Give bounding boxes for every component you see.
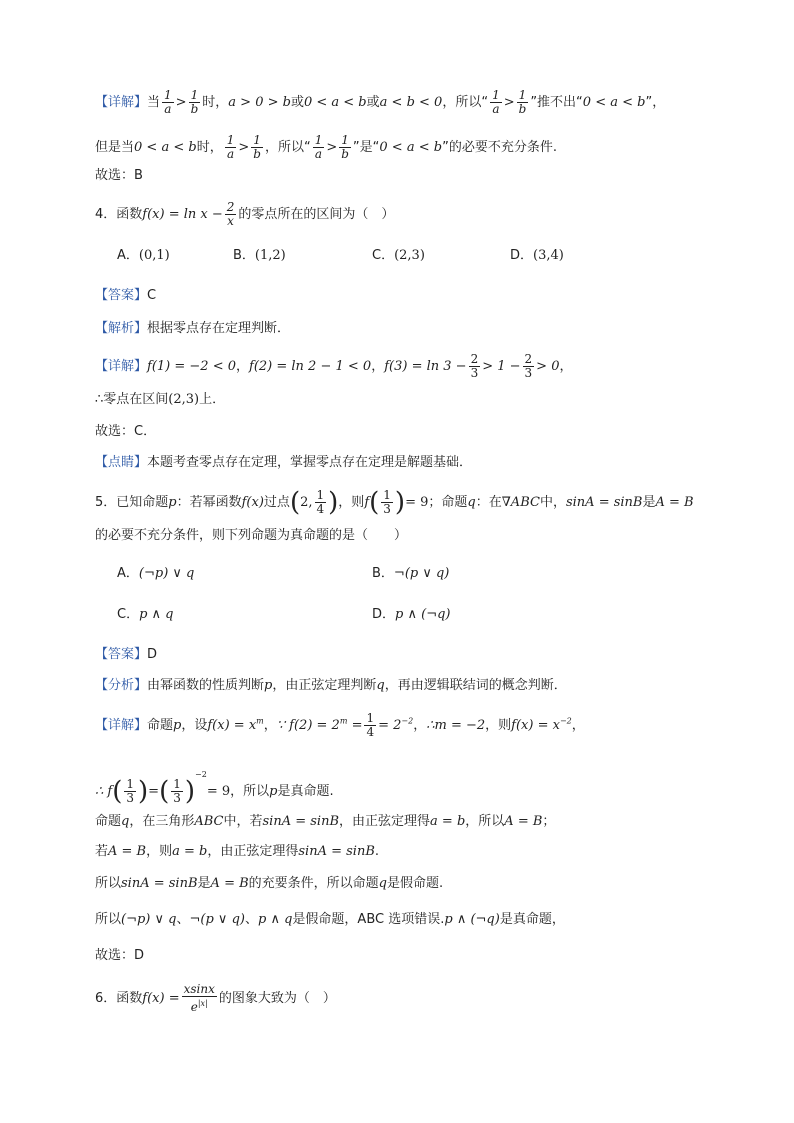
question-5-line-1 (95, 489, 694, 516)
fraction-1-over-4 (364, 712, 376, 739)
text: ，则 (338, 495, 365, 510)
numerator: 1 (518, 88, 527, 102)
denominator: 3 (173, 791, 181, 805)
detail-5-line-3 (95, 813, 555, 831)
option-label: B． (372, 566, 394, 581)
triangle-abc: ∇ABC (501, 495, 540, 510)
math-expr: a < b < 0 (379, 95, 443, 110)
function-expr: f(x) = (142, 991, 180, 1006)
numerator: 1 (341, 133, 349, 147)
text: ，设 (181, 718, 208, 733)
denominator (189, 997, 210, 1014)
text: 、 (176, 912, 190, 927)
denominator: 4 (366, 725, 375, 739)
analysis-tag: 【解析】 (95, 321, 148, 336)
math-expr: sinA = sinB (262, 814, 340, 829)
fraction-1-over-3 (124, 778, 136, 805)
answer-choice-5: 故选：D (95, 948, 145, 963)
text: ，所以 (230, 784, 270, 799)
fraction-1-over-a (162, 89, 174, 116)
option-label: D． (372, 607, 396, 622)
option-value: ¬(p ∨ q) (393, 566, 450, 581)
equals: = (148, 784, 160, 799)
numerator: 1 (366, 711, 375, 725)
denominator: a (492, 102, 500, 116)
denominator: 3 (126, 791, 135, 805)
var-q: q (467, 495, 476, 510)
text: 、 (244, 912, 258, 927)
fraction-1-over-4 (315, 489, 327, 516)
gt-sign: > (326, 140, 338, 155)
option-c (117, 606, 174, 624)
option-label: C． (372, 248, 395, 263)
math-expr: sinA = sinB (298, 844, 375, 859)
fraction-1-over-b (517, 89, 529, 116)
text: ，在三角形 (129, 814, 195, 829)
option-c (372, 247, 425, 265)
math-expr: f(1) = −2 < 0 (147, 359, 236, 374)
denominator: a (164, 102, 172, 116)
fraction-1-over-b (251, 134, 263, 161)
option-value: (1,2) (254, 248, 286, 263)
text: 是真命题. (277, 784, 334, 799)
option-b (233, 247, 286, 265)
paren-left: ( (112, 776, 123, 807)
math-expr (378, 718, 413, 733)
option-d (372, 606, 450, 624)
text: ，所以“ (442, 95, 489, 110)
text: ，再由逻辑联结词的概念判断． (384, 678, 567, 693)
separator: ， (236, 359, 250, 374)
numerator: 1 (164, 88, 172, 102)
exponent: −2 (559, 716, 572, 726)
paren-left: ( (369, 487, 380, 518)
option-d (510, 247, 564, 265)
option-a (117, 565, 194, 583)
text: 命题 (95, 814, 122, 829)
detail-line-1 (95, 89, 665, 116)
numerator: 1 (253, 133, 261, 147)
question-number: 4．函数 (95, 207, 143, 222)
denominator: a (226, 147, 235, 161)
numerator: 1 (126, 777, 135, 791)
detail-line-2 (95, 134, 557, 161)
fraction-xsinx-over-exp (182, 983, 217, 1014)
math-expr: p ∧ q (257, 912, 293, 927)
paren-right: ) (328, 487, 339, 518)
paren-right: ) (138, 776, 149, 807)
detail-tag: 【详解】 (95, 95, 148, 110)
answer-tag: 【答案】 (95, 288, 148, 303)
text: ，所以“ (264, 140, 311, 155)
text: ，由正弦定理判断 (272, 678, 377, 693)
text: ：若幂函数 (176, 495, 242, 510)
question-text: 的零点所在的区间为（ ） (238, 207, 395, 222)
text: 所以 (95, 876, 122, 891)
math-expr: a > 0 > b (228, 95, 291, 110)
text: ；命题 (428, 495, 468, 510)
option-label: D． (510, 248, 534, 263)
math-expr: A = B (210, 876, 249, 891)
text: ，所以 (465, 814, 505, 829)
fraction-1-over-a (490, 89, 502, 116)
option-a (117, 247, 170, 265)
detail-5-line-4 (95, 843, 379, 861)
text: ，则 (146, 844, 173, 859)
text: 或 (366, 95, 380, 110)
denominator: 3 (383, 502, 391, 516)
text: 当 (147, 95, 161, 110)
detail-5-line-2 (95, 766, 334, 805)
option-label: C． (117, 607, 140, 622)
point-x: 2, (300, 495, 313, 510)
text: ， (263, 718, 277, 733)
text: 但是当 (95, 140, 135, 155)
math-expr: 0 < a < b (379, 140, 443, 155)
math-expr: > 1 − (482, 359, 521, 374)
question-number: 6．函数 (95, 991, 143, 1006)
math-expr: = 9 (405, 495, 429, 510)
option-label: A． (117, 248, 139, 263)
denominator: 4 (316, 502, 325, 516)
text: 所以 (95, 912, 122, 927)
numerator: 2 (524, 352, 533, 366)
detail-tag: 【详解】 (95, 718, 148, 733)
denominator: 3 (524, 366, 533, 380)
function-expr: f(x) = ln x − (142, 207, 223, 222)
option-label: A． (117, 566, 139, 581)
math-expr: A = B (504, 814, 543, 829)
answer-choice-line: 故选：B (95, 168, 143, 183)
detail-4 (95, 353, 572, 380)
answer-value: C (147, 288, 157, 303)
answer-5 (95, 646, 157, 664)
option-label: B． (233, 248, 255, 263)
var-p: p (264, 678, 273, 693)
text: 由幂函数的性质判断 (147, 678, 265, 693)
text: 是假命题，ABC 选项错误. (292, 912, 445, 927)
math-expr: 0 < a < b (582, 95, 646, 110)
math-expr (511, 718, 572, 733)
math-expr: sinA = sinB (565, 495, 643, 510)
math-expr (277, 718, 363, 733)
text: ，由正弦定理得 (207, 844, 299, 859)
conclusion-4 (95, 391, 225, 409)
gt-sign: > (175, 95, 187, 110)
option-value: p ∧ q (139, 607, 174, 622)
text: 中，若 (223, 814, 263, 829)
expr-base: = 2 (378, 718, 402, 733)
analysis-5 (95, 677, 567, 695)
numerator: 2 (470, 352, 479, 366)
separator: ， (559, 359, 573, 374)
denominator: b (518, 102, 527, 116)
math-expr (207, 718, 263, 733)
var-p: p (173, 718, 182, 733)
text: 上． (199, 392, 226, 407)
text: 是假命题. (387, 876, 444, 891)
text: ， (413, 718, 427, 733)
answer-value: D (147, 647, 158, 662)
math-expr: a = b (172, 844, 208, 859)
option-value: (2,3) (394, 248, 425, 263)
text: 是 (642, 495, 656, 510)
math-expr: sinA = sinB (121, 876, 198, 891)
math-expr: 0 < a < b (303, 95, 367, 110)
detail-5-line-1 (95, 712, 585, 739)
gt-sign: > (503, 95, 515, 110)
detail-tag: 【详解】 (95, 359, 148, 374)
text: ”的必要不充分条件. (442, 140, 557, 155)
comment-tag: 【点睛】 (95, 455, 148, 470)
fraction-1-over-3 (171, 778, 183, 805)
exponent: −2 (195, 770, 207, 779)
answer-4 (95, 287, 156, 305)
paren-left: ( (159, 776, 170, 807)
text: 是 (197, 876, 211, 891)
text: ，由正弦定理得 (339, 814, 431, 829)
option-value: p ∧ (¬q) (395, 607, 451, 622)
denominator: a (314, 147, 323, 161)
denominator: b (190, 102, 199, 116)
math-expr: ∴ f (95, 784, 113, 799)
math-expr: = 9 (206, 784, 231, 799)
fraction-1-over-3 (381, 489, 393, 516)
fraction-1-over-a (313, 134, 325, 161)
triangle-abc: ABC (194, 814, 224, 829)
paren-left: ( (289, 487, 301, 518)
denominator: b (253, 147, 261, 161)
fraction-1-over-b (189, 89, 201, 116)
text: 若 (95, 844, 109, 859)
math-expr: A = B (108, 844, 147, 859)
math-expr: A = B (655, 495, 694, 510)
math-expr: f(x) (241, 495, 264, 510)
var-p: p (269, 784, 278, 799)
option-value: (3,4) (533, 248, 564, 263)
numerator: 2 (226, 200, 235, 214)
expr-base: ∵ f(2) = 2 (276, 718, 340, 733)
separator: ， (371, 359, 385, 374)
text: 的充要条件，所以命题 (248, 876, 379, 891)
detail-5-line-6 (95, 911, 565, 929)
math-expr: a = b (430, 814, 466, 829)
text: 时， (202, 95, 229, 110)
text: ，则 (485, 718, 512, 733)
text: 命题 (147, 718, 174, 733)
var-q: q (121, 814, 130, 829)
math-expr: p ∧ (¬q) (444, 912, 500, 927)
text: ∴零点在区间 (95, 392, 169, 407)
paren-right: ) (394, 487, 406, 518)
math-expr: f(3) = ln 3 − (384, 359, 467, 374)
math-expr: ¬(p ∨ q) (189, 912, 245, 927)
detail-5-line-5 (95, 875, 443, 893)
option-value: (0,1) (138, 248, 170, 263)
exponent: |x| (197, 999, 208, 1008)
numerator: 1 (316, 488, 325, 502)
text: 中， (539, 495, 566, 510)
math-expr: (2,3) (168, 392, 200, 407)
question-5-line-2: 的必要不充分条件，则下列命题为真命题的是（ ） (95, 528, 408, 543)
question-6 (95, 983, 336, 1014)
analysis-tag: 【分析】 (95, 678, 148, 693)
var-q: q (378, 876, 387, 891)
text: ：在 (475, 495, 502, 510)
denominator: x (227, 214, 234, 228)
text: 或 (290, 95, 304, 110)
math-expr: f(2) = ln 2 − 1 < 0 (249, 359, 372, 374)
option-b (372, 565, 449, 583)
comment-text: 本题考查零点存在定理，掌握零点存在定理是解题基础． (147, 455, 473, 470)
text: 5．已知命题 (95, 495, 169, 510)
expr-base: f(x) = x (511, 718, 560, 733)
question-4 (95, 201, 394, 228)
denominator-base: e (190, 1000, 198, 1014)
exponent: m (256, 716, 264, 726)
text: ”， (645, 95, 666, 110)
fraction-1-over-a (225, 134, 237, 161)
paren-right: ) (184, 776, 196, 807)
answer-choice-4: 故选：C． (95, 424, 157, 439)
math-expr: > 0 (536, 359, 560, 374)
var-f: f (364, 495, 370, 510)
text: ”推不出“ (530, 95, 583, 110)
numerator: 1 (173, 777, 181, 791)
comment-4 (95, 454, 472, 472)
text: . (374, 844, 380, 859)
gt-sign: > (238, 140, 250, 155)
text: 时， (196, 140, 223, 155)
denominator: b (341, 147, 349, 161)
expr-base: f(x) = x (207, 718, 257, 733)
math-expr: 0 < a < b (134, 140, 197, 155)
text: ”是“ (352, 140, 380, 155)
option-value: (¬p) ∨ q (138, 566, 195, 581)
numerator: 1 (383, 488, 391, 502)
numerator: xsinx (183, 982, 215, 996)
exponent: m (339, 716, 348, 726)
text: 是真命题， (499, 912, 565, 927)
question-text: 的图象大致为（ ） (218, 991, 336, 1006)
var-p: p (168, 495, 177, 510)
exponent: −2 (401, 716, 414, 726)
fraction-2-over-3 (523, 353, 535, 380)
fraction-2-over-3 (469, 353, 481, 380)
text: ； (542, 814, 556, 829)
analysis-4 (95, 320, 290, 338)
var-q: q (376, 678, 385, 693)
numerator: 1 (314, 133, 323, 147)
equals: = (351, 718, 363, 733)
math-expr: (¬p) ∨ q (121, 912, 177, 927)
text: 过点 (263, 495, 290, 510)
text: ， (571, 718, 585, 733)
numerator: 1 (492, 88, 500, 102)
fraction-2-over-x (225, 201, 237, 228)
math-expr: ∴m = −2 (426, 718, 486, 733)
denominator: 3 (470, 366, 479, 380)
analysis-text: 根据零点存在定理判断． (147, 321, 291, 336)
numerator: 1 (226, 133, 235, 147)
answer-tag: 【答案】 (95, 647, 148, 662)
numerator: 1 (190, 88, 199, 102)
fraction-1-over-b (339, 134, 351, 161)
